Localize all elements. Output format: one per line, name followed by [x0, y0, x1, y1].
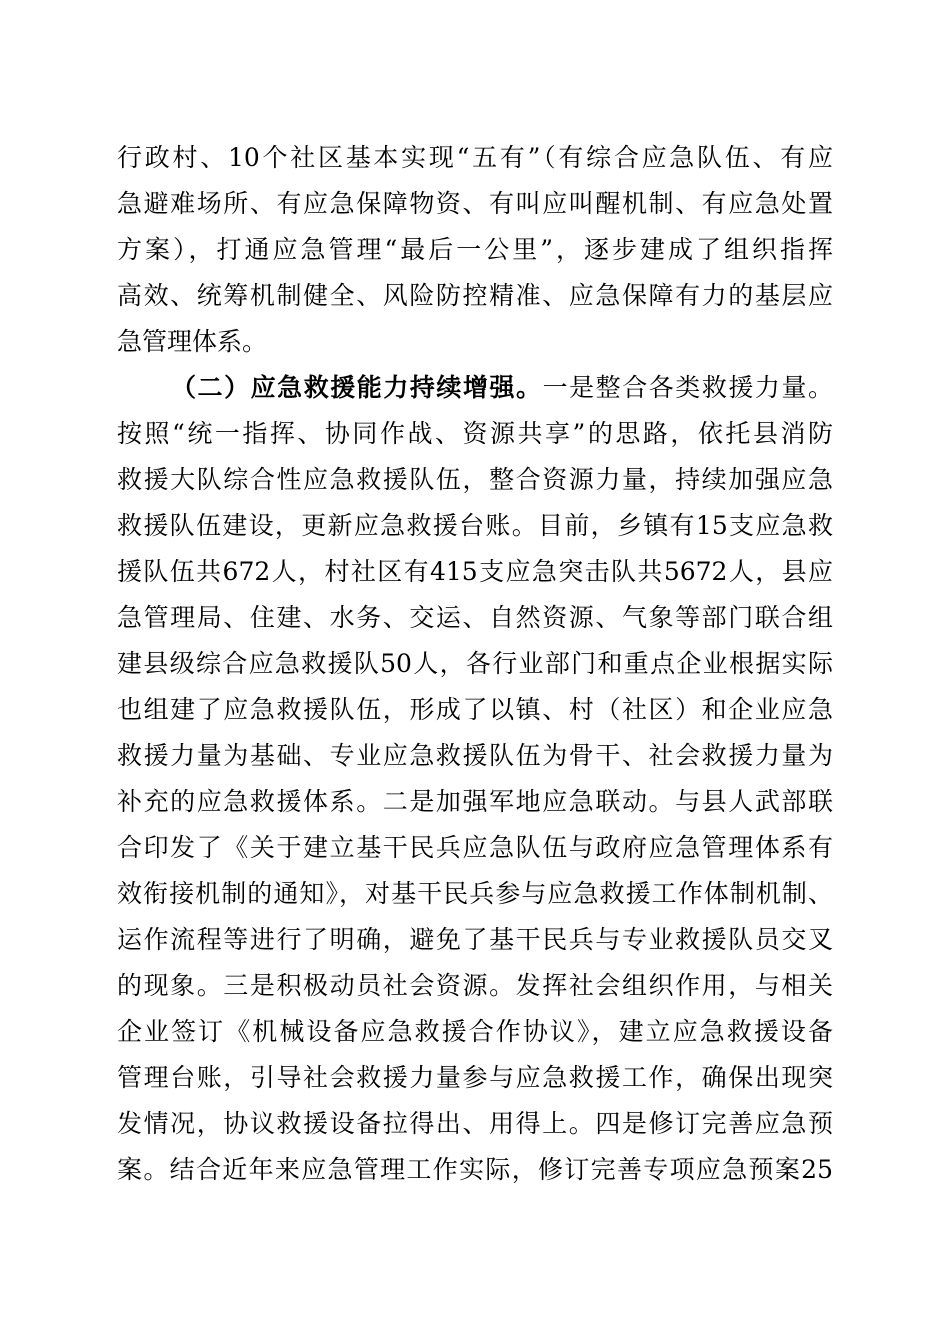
paragraph-2-line-2: 按照“统一指挥、协同作战、资源共享”的思路，依托县消防 — [117, 419, 833, 448]
paragraph-2-line-7: 建县级综合应急救援队50人，各行业部门和重点企业根据实际 — [117, 649, 833, 678]
paragraph-2-line-18: 案。结合近年来应急管理工作实际，修订完善专项应急预案25 — [117, 1155, 833, 1184]
paragraph-2-line-3: 救援大队综合性应急救援队伍，整合资源力量，持续加强应急 — [117, 465, 833, 494]
paragraph-2-line-1 — [171, 366, 833, 410]
paragraph-2-line-11: 合印发了《关于建立基干民兵应急队伍与政府应急管理体系有 — [117, 833, 833, 862]
paragraph-2-line-17: 发情况，协议救援设备拉得出、用得上。四是修订完善应急预 — [117, 1109, 833, 1138]
paragraph-2-line-12: 效衔接机制的通知》，对基干民兵参与应急救援工作体制机制、 — [117, 879, 833, 908]
paragraph-1-line-5: 急管理体系。 — [117, 327, 268, 356]
paragraph-2-line-13: 运作流程等进行了明确，避免了基干民兵与专业救援队员交叉 — [117, 925, 833, 954]
paragraph-2-line-10: 补充的应急救援体系。二是加强军地应急联动。与县人武部联 — [117, 787, 833, 816]
paragraph-1-line-1: 行政村、10个社区基本实现“五有”（有综合应急队伍、有应 — [117, 143, 833, 172]
paragraph-2-line-9: 救援力量为基础、专业应急救援队伍为骨干、社会救援力量为 — [117, 741, 833, 770]
paragraph-2-line-8: 也组建了应急救援队伍，形成了以镇、村（社区）和企业应急 — [117, 695, 833, 724]
section-heading: （二）应急救援能力持续增强。 — [171, 373, 543, 402]
paragraph-2-line-14: 的现象。三是积极动员社会资源。发挥社会组织作用，与相关 — [117, 971, 833, 1000]
paragraph-2-line-15: 企业签订《机械设备应急救援合作协议》，建立应急救援设备 — [117, 1017, 833, 1046]
paragraph-2-line-5: 援队伍共672人，村社区有415支应急突击队共5672人，县应 — [117, 557, 833, 586]
paragraph-1-line-4: 高效、统筹机制健全、风险防控精准、应急保障有力的基层应 — [117, 281, 833, 310]
paragraph-1-line-2: 急避难场所、有应急保障物资、有叫应叫醒机制、有应急处置 — [117, 189, 833, 218]
paragraph-2-line-4: 救援队伍建设，更新应急救援台账。目前，乡镇有15支应急救 — [117, 511, 833, 540]
paragraph-2-line-1-rest: 一是整合各类救援力量。 — [542, 373, 833, 402]
paragraph-2-line-6: 急管理局、住建、水务、交运、自然资源、气象等部门联合组 — [117, 603, 833, 632]
paragraph-1-line-3: 方案），打通应急管理“最后一公里”，逐步建成了组织指挥 — [117, 235, 833, 264]
paragraph-2-line-16: 管理台账，引导社会救援力量参与应急救援工作，确保出现突 — [117, 1063, 833, 1092]
